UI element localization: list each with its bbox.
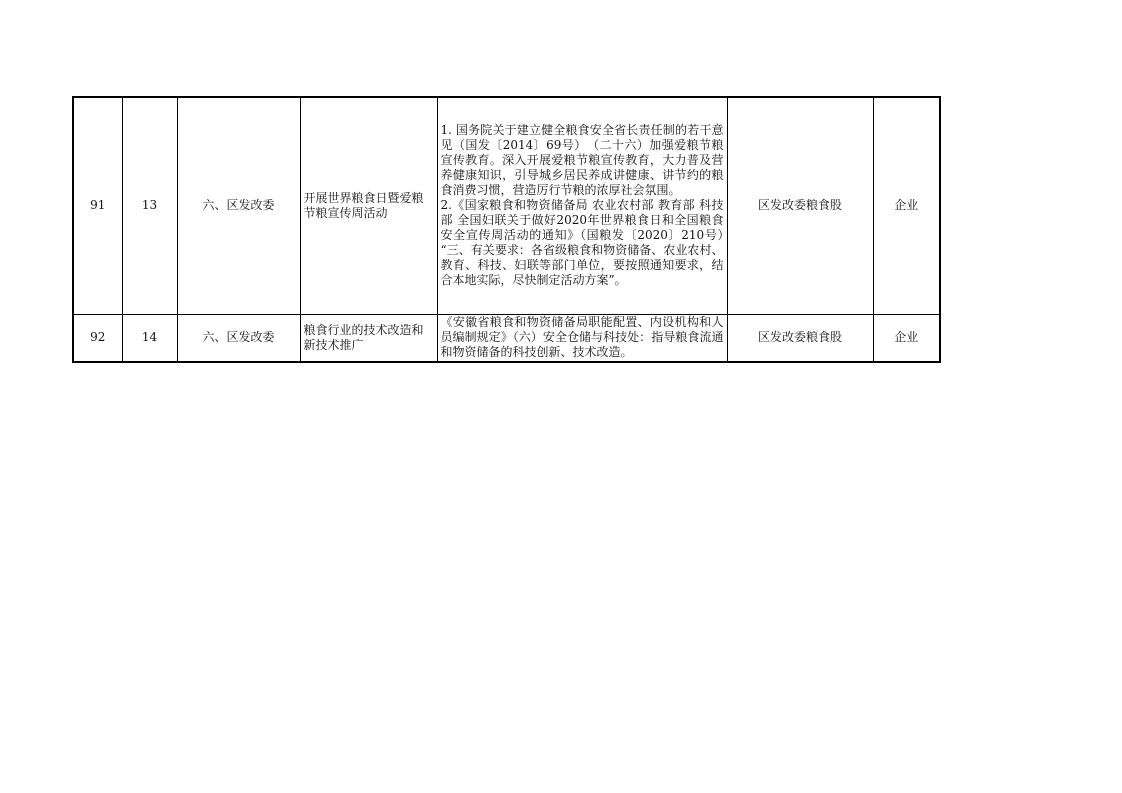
matters-table: [72, 96, 941, 363]
basis-paragraph: 《安徽省粮食和物资储备局职能配置、内设机构和人员编制规定》（六）安全仓储与科技处：指导粮食流通和物资储备的科技创新、技术改造。: [440, 315, 724, 360]
target-cell: 企业: [873, 97, 940, 314]
table-row: [73, 314, 940, 362]
table-row: [73, 97, 940, 314]
basis-cell: [437, 97, 736, 314]
sub-seq-cell: 13: [122, 97, 177, 314]
item-name-cell: 开展世界粮食日暨爱粮节粮宣传周活动: [300, 97, 437, 314]
sub-seq-cell: 14: [122, 314, 177, 362]
basis-paragraph: 2.《国家粮食和物资储备局 农业农村部 教育部 科技部 全国妇联关于做好2020年世界粮食日和全国粮食安全宣传周活动的通知》（国粮发〔2020〕210号） “三、有关要求：各省级粮食和物资储备、农业农村、教育、科技、妇联等部门单位，要按照通知要求，结合本地实际，尽快制定活动方案”。: [440, 198, 736, 288]
department-cell: 区发改委粮食股: [727, 314, 873, 362]
basis-cell: [437, 314, 727, 362]
category-cell: 六、区发改委: [177, 314, 300, 362]
basis-paragraph: 1. 国务院关于建立健全粮食安全省长责任制的若干意见（国发〔2014〕69号） （二十六）加强爱粮节粮宣传教育。深入开展爱粮节粮宣传教育，大力普及营养健康知识，引导城乡居民养成讲健康、讲节约的粮食消费习惯，营造厉行节粮的浓厚社会氛围。: [440, 123, 724, 198]
department-cell: 区发改委粮食股: [727, 97, 873, 314]
item-name-cell: 粮食行业的技术改造和新技术推广: [300, 314, 437, 362]
seq-cell: 91: [73, 97, 122, 314]
category-cell: 六、区发改委: [177, 97, 300, 314]
seq-cell: 92: [73, 314, 122, 362]
target-cell: 企业: [873, 314, 940, 362]
